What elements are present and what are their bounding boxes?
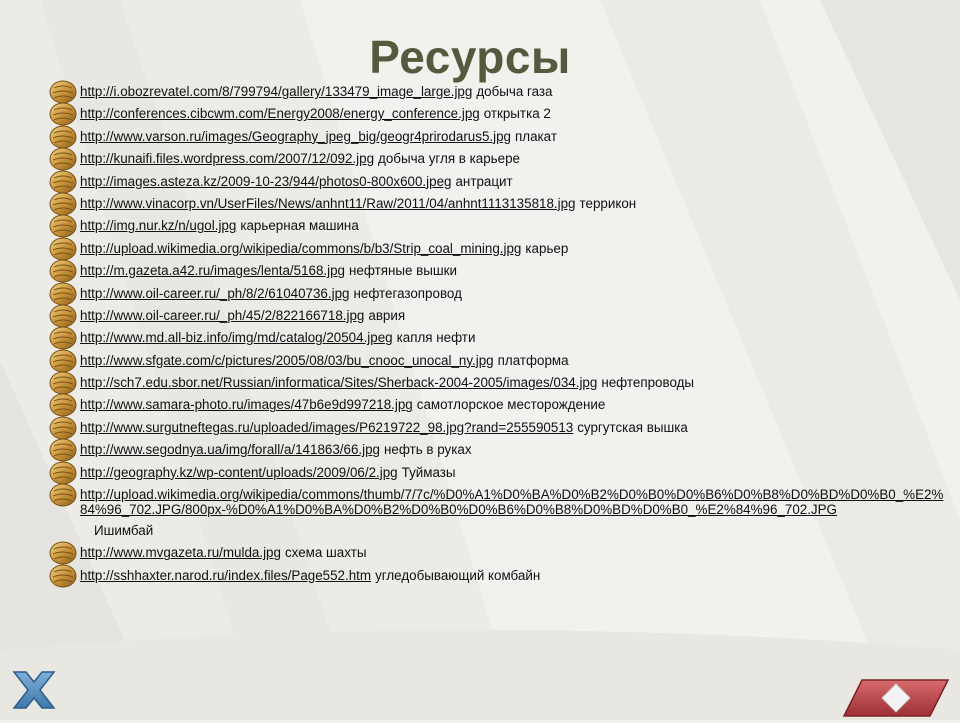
resource-item bbox=[48, 465, 948, 480]
resource-item bbox=[48, 545, 948, 560]
resource-item bbox=[48, 420, 948, 435]
resource-link[interactable]: http://www.sfgate.com/c/pictures/2005/08/03/bu_cnooc_unocal_ny.jpg bbox=[80, 352, 494, 368]
resource-link[interactable]: http://www.segodnya.ua/img/forall/a/141863/66.jpg bbox=[80, 442, 380, 458]
resource-link[interactable]: http://www.vinacorp.vn/UserFiles/News/anhnt11/Raw/2011/04/anhnt1113135818.jpg bbox=[80, 195, 576, 211]
resource-list bbox=[48, 84, 948, 590]
resource-description: схема шахты bbox=[284, 545, 367, 561]
resource-link[interactable]: http://www.varson.ru/images/Geography_jpeg_big/geogr4prirodarus5.jpg bbox=[80, 128, 511, 144]
resource-item bbox=[48, 308, 948, 323]
resource-item bbox=[48, 84, 948, 99]
resource-item bbox=[48, 330, 948, 345]
resource-description: самотлорское месторождение bbox=[416, 397, 606, 413]
x-cross-icon bbox=[8, 668, 60, 712]
resource-item bbox=[48, 174, 948, 189]
resource-description: добыча угля в карьере bbox=[378, 151, 520, 167]
resource-link[interactable]: http://www.oil-career.ru/_ph/8/2/61040736.jpg bbox=[80, 285, 350, 301]
resource-description: открытка 2 bbox=[483, 106, 551, 122]
resource-link[interactable]: http://www.surgutneftegas.ru/uploaded/images/P6219722_98.jpg?rand=255590513 bbox=[80, 419, 574, 435]
resource-item bbox=[48, 568, 948, 583]
resource-link[interactable]: http://images.asteza.kz/2009-10-23/944/photos0-800x600.jpeg bbox=[80, 173, 452, 189]
resource-link[interactable]: http://sch7.edu.sbor.net/Russian/informatica/Sites/Sherback-2004-2005/images/034.jpg bbox=[80, 375, 598, 391]
resource-description: капля нефти bbox=[396, 330, 476, 346]
resource-description: Ишимбай bbox=[94, 523, 154, 539]
resource-item bbox=[48, 151, 948, 166]
resource-item bbox=[48, 442, 948, 457]
resource-link[interactable]: http://www.samara-photo.ru/images/47b6e9d997218.jpg bbox=[80, 397, 413, 413]
resource-description: карьер bbox=[525, 240, 569, 256]
scroll-bullet-icon bbox=[48, 563, 78, 589]
resource-description: Туймазы bbox=[401, 464, 456, 480]
resource-link[interactable]: http://upload.wikimedia.org/wikipedia/commons/b/b3/Strip_coal_mining.jpg bbox=[80, 240, 522, 256]
resource-description: аврия bbox=[368, 307, 406, 323]
resource-description: угледобывающий комбайн bbox=[375, 567, 541, 583]
resource-item bbox=[48, 241, 948, 256]
resource-link[interactable]: http://i.obozrevatel.com/8/799794/gallery/133479_image_large.jpg bbox=[80, 84, 473, 99]
resource-description: нефтяные вышки bbox=[349, 263, 457, 279]
resource-item bbox=[48, 286, 948, 301]
diamond-arrow-icon bbox=[842, 678, 950, 718]
resource-item bbox=[48, 353, 948, 368]
resource-description: карьерная машина bbox=[240, 218, 359, 234]
resource-description: нефтегазопровод bbox=[353, 285, 462, 301]
resource-link[interactable]: http://www.mvgazeta.ru/mulda.jpg bbox=[80, 545, 281, 561]
scroll-bullet-icon bbox=[48, 482, 78, 508]
resource-link[interactable]: http://conferences.cibcwm.com/Energy2008/energy_conference.jpg bbox=[80, 106, 480, 122]
resource-description: плакат bbox=[515, 128, 557, 144]
resource-link[interactable]: http://www.oil-career.ru/_ph/45/2/822166718.jpg bbox=[80, 307, 365, 323]
resource-link[interactable]: http://img.nur.kz/n/ugol.jpg bbox=[80, 218, 237, 234]
resource-item bbox=[48, 129, 948, 144]
slide-title: Ресурсы bbox=[369, 31, 571, 83]
resource-description: нефтепроводы bbox=[601, 375, 695, 391]
resource-link[interactable]: http://sshhaxter.narod.ru/index.files/Page552.htm bbox=[80, 567, 372, 583]
resource-link[interactable]: http://geography.kz/wp-content/uploads/2009/06/2.jpg bbox=[80, 464, 398, 480]
resource-item bbox=[48, 218, 948, 233]
resource-description: нефть в руках bbox=[384, 442, 472, 458]
resource-item bbox=[48, 196, 948, 211]
resource-description: добыча газа bbox=[476, 84, 553, 99]
resource-item bbox=[48, 106, 948, 121]
resource-link[interactable]: http://www.md.all-biz.info/img/md/catalog/20504.jpeg bbox=[80, 330, 393, 346]
resource-link[interactable]: http://m.gazeta.a42.ru/images/lenta/5168.jpg bbox=[80, 263, 346, 279]
home-nav-button[interactable] bbox=[8, 668, 60, 712]
resource-description: сургутская вышка bbox=[577, 419, 688, 435]
next-nav-button[interactable] bbox=[842, 678, 950, 718]
resource-description: платформа bbox=[497, 352, 569, 368]
resource-item bbox=[48, 487, 948, 538]
resource-item bbox=[48, 263, 948, 278]
resource-item bbox=[48, 397, 948, 412]
resource-item bbox=[48, 375, 948, 390]
resource-link[interactable]: http://upload.wikimedia.org/wikipedia/commons/thumb/7/7c/%D0%A1%D0%BA%D0%B2%D0%B0%D0%B6%D0%B8%D0%BD%D0%B0_%E2%84%96_702.JPG/800px-%D0%A1%D0%BA%D0%B2%D0%B0%D0%B6%D0%B8%D0%BD%D0%B0_%E2%84%96_702.JPG bbox=[80, 487, 944, 518]
resource-link[interactable]: http://kunaifi.files.wordpress.com/2007/12/092.jpg bbox=[80, 151, 375, 167]
resource-description: антрацит bbox=[455, 173, 513, 189]
resource-description: террикон bbox=[579, 195, 637, 211]
